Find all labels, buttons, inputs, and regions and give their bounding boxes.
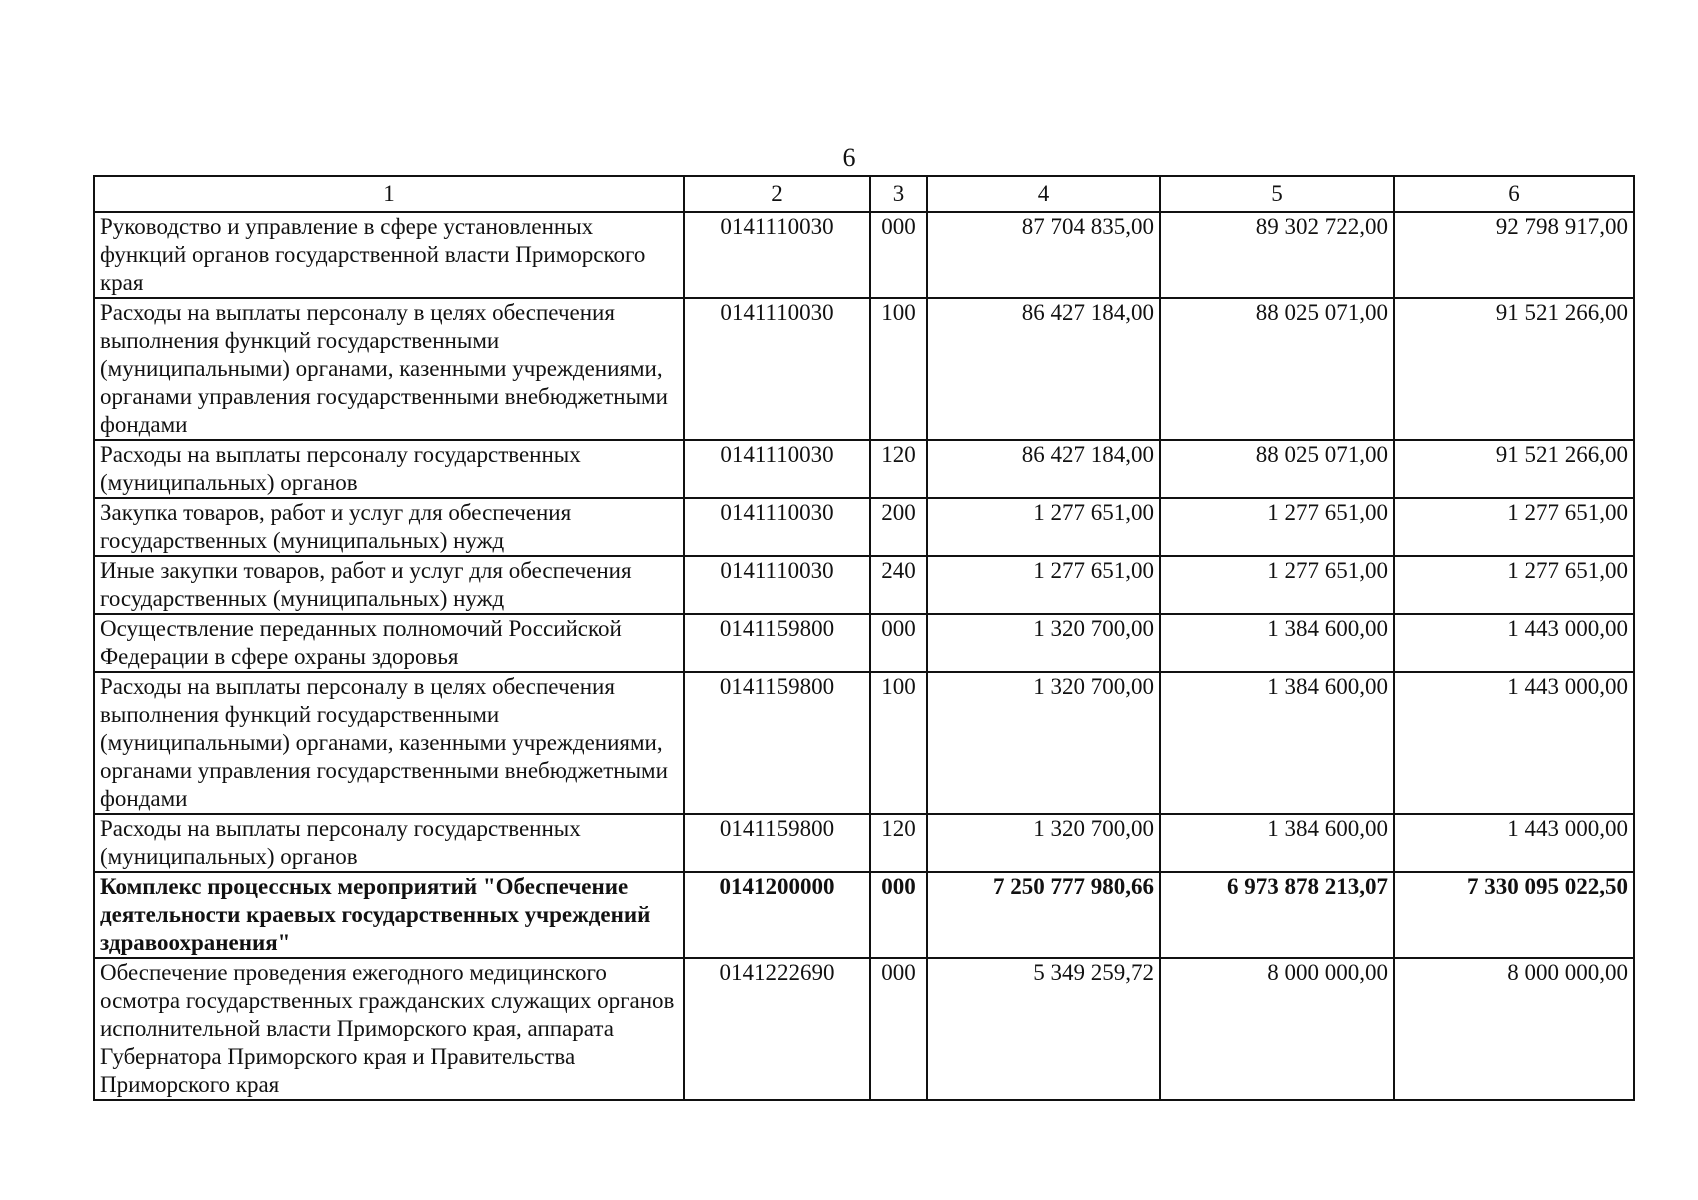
item-expense-type: 000	[870, 212, 927, 298]
item-name: Иные закупки товаров, работ и услуг для обеспечения государственных (муниципальных) нужд	[94, 556, 684, 614]
item-name: Расходы на выплаты персоналу государственных (муниципальных) органов	[94, 814, 684, 872]
item-amount-col4: 1 320 700,00	[927, 614, 1160, 672]
item-code: 0141159800	[684, 814, 870, 872]
item-amount-col5: 88 025 071,00	[1160, 298, 1394, 440]
item-name: Закупка товаров, работ и услуг для обеспечения государственных (муниципальных) нужд	[94, 498, 684, 556]
item-amount-col4: 86 427 184,00	[927, 440, 1160, 498]
item-expense-type: 240	[870, 556, 927, 614]
page-number: 6	[842, 143, 856, 172]
item-code: 0141110030	[684, 212, 870, 298]
header-cell-3: 3	[870, 176, 927, 212]
item-expense-type: 000	[870, 958, 927, 1100]
item-amount-col5: 1 384 600,00	[1160, 614, 1394, 672]
item-amount-col5: 88 025 071,00	[1160, 440, 1394, 498]
table-row	[94, 212, 1634, 298]
item-amount-col4: 1 320 700,00	[927, 672, 1160, 814]
item-amount-col4: 5 349 259,72	[927, 958, 1160, 1100]
item-name: Расходы на выплаты персоналу государственных (муниципальных) органов	[94, 440, 684, 498]
item-amount-col6: 7 330 095 022,50	[1394, 872, 1634, 958]
header-cell-6: 6	[1394, 176, 1634, 212]
table-row	[94, 814, 1634, 872]
item-name: Осуществление переданных полномочий Российской Федерации в сфере охраны здоровья	[94, 614, 684, 672]
table-row	[94, 298, 1634, 440]
item-amount-col6: 1 443 000,00	[1394, 614, 1634, 672]
header-row	[94, 176, 1634, 212]
item-amount-col5: 1 277 651,00	[1160, 498, 1394, 556]
item-amount-col6: 91 521 266,00	[1394, 440, 1634, 498]
item-code: 0141222690	[684, 958, 870, 1100]
item-code: 0141159800	[684, 672, 870, 814]
item-expense-type: 100	[870, 672, 927, 814]
item-amount-col4: 1 320 700,00	[927, 814, 1160, 872]
item-amount-col4: 86 427 184,00	[927, 298, 1160, 440]
item-code: 0141200000	[684, 872, 870, 958]
item-amount-col6: 8 000 000,00	[1394, 958, 1634, 1100]
item-amount-col6: 92 798 917,00	[1394, 212, 1634, 298]
item-amount-col6: 91 521 266,00	[1394, 298, 1634, 440]
item-amount-col6: 1 443 000,00	[1394, 814, 1634, 872]
header-cell-2: 2	[684, 176, 870, 212]
item-amount-col5: 89 302 722,00	[1160, 212, 1394, 298]
item-expense-type: 000	[870, 872, 927, 958]
header-cell-1: 1	[94, 176, 684, 212]
item-amount-col5: 1 384 600,00	[1160, 672, 1394, 814]
item-expense-type: 100	[870, 298, 927, 440]
item-expense-type: 200	[870, 498, 927, 556]
table-row	[94, 556, 1634, 614]
item-amount-col4: 1 277 651,00	[927, 556, 1160, 614]
item-expense-type: 000	[870, 614, 927, 672]
header-cell-5: 5	[1160, 176, 1394, 212]
budget-table-body	[94, 176, 1634, 1100]
item-amount-col4: 87 704 835,00	[927, 212, 1160, 298]
item-amount-col4: 7 250 777 980,66	[927, 872, 1160, 958]
item-amount-col6: 1 277 651,00	[1394, 498, 1634, 556]
table-row	[94, 672, 1634, 814]
item-code: 0141110030	[684, 440, 870, 498]
item-amount-col4: 1 277 651,00	[927, 498, 1160, 556]
table-row	[94, 614, 1634, 672]
item-amount-col6: 1 277 651,00	[1394, 556, 1634, 614]
item-expense-type: 120	[870, 440, 927, 498]
item-name: Обеспечение проведения ежегодного медицинского осмотра государственных гражданских служащих органов исполнительной власти Приморского края, аппарата Губернатора Приморского края и Правительства Приморского края	[94, 958, 684, 1100]
item-amount-col5: 1 384 600,00	[1160, 814, 1394, 872]
table-row	[94, 440, 1634, 498]
item-name: Комплекс процессных мероприятий "Обеспечение деятельности краевых государственных учреждений здравоохранения"	[94, 872, 684, 958]
budget-table	[93, 175, 1635, 1101]
item-amount-col6: 1 443 000,00	[1394, 672, 1634, 814]
item-code: 0141110030	[684, 556, 870, 614]
item-amount-col5: 1 277 651,00	[1160, 556, 1394, 614]
item-code: 0141159800	[684, 614, 870, 672]
table-row	[94, 958, 1634, 1100]
item-code: 0141110030	[684, 298, 870, 440]
item-name: Расходы на выплаты персоналу в целях обеспечения выполнения функций государственными (муниципальными) органами, казенными учреждениями, органами управления государственными внебюджетными фондами	[94, 298, 684, 440]
item-amount-col5: 6 973 878 213,07	[1160, 872, 1394, 958]
item-expense-type: 120	[870, 814, 927, 872]
item-name: Руководство и управление в сфере установленных функций органов государственной власти Приморского края	[94, 212, 684, 298]
item-code: 0141110030	[684, 498, 870, 556]
table-row	[94, 872, 1634, 958]
header-cell-4: 4	[927, 176, 1160, 212]
table-row	[94, 498, 1634, 556]
item-name: Расходы на выплаты персоналу в целях обеспечения выполнения функций государственными (муниципальными) органами, казенными учреждениями, органами управления государственными внебюджетными фондами	[94, 672, 684, 814]
item-amount-col5: 8 000 000,00	[1160, 958, 1394, 1100]
